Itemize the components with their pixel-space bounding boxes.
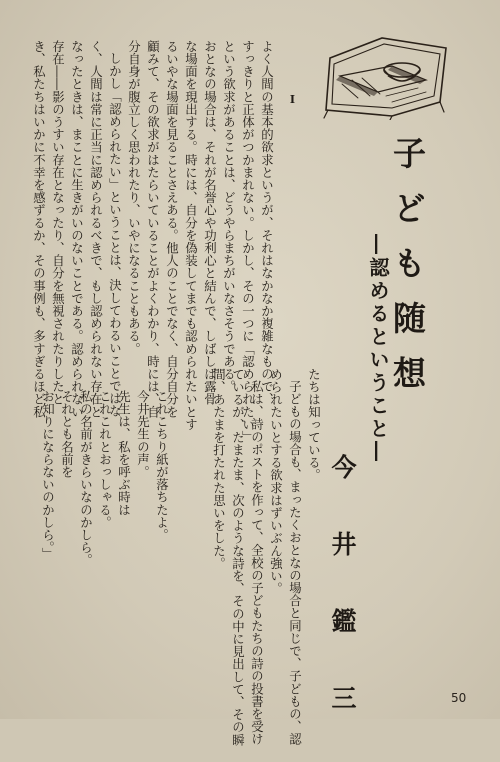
- text-column: 子どもの場合も、まったくおとなの場合と同じで、子どもの、認: [287, 380, 303, 746]
- text-column: るいやな場面を見ることさえある。他人のことでなく、自分自分を: [164, 40, 180, 418]
- poem-line: 私の名前がきらいなのかしら。: [78, 390, 94, 567]
- poem-line: それとも名前を: [59, 390, 75, 479]
- text-column: 私は、詩のポストを作って、全校の子どもたちの詩の投書を受け: [249, 380, 265, 746]
- poem-line: お知りにならないのかしら。」: [40, 390, 56, 561]
- text-column: く、人間は常に正当に認められるべきで、もし認められない存在と: [88, 40, 104, 418]
- author-name: 今井鑑三: [328, 454, 357, 762]
- text-column: しかし「認められたい」ということは、決してわるいことではな: [107, 52, 123, 418]
- poem-line: 先生は、私を呼ぶ時は: [116, 390, 132, 516]
- section-number: Ⅰ: [286, 93, 299, 106]
- article-subtitle: ―認めるということ―: [366, 234, 390, 464]
- text-column: な場面を現出する。時には、自分を偽装してまでも認められたいとす: [183, 40, 199, 431]
- text-column: ているが、たまたま、次のような詩を、その中に見出して、その瞬: [230, 368, 246, 746]
- text-column: よく人間の基本的欲求というが、それはなかなか複雑なもので、: [259, 40, 275, 406]
- page-number: 50: [451, 691, 467, 705]
- text-column: 分自身が腹立しく思われたり、いやになることもある。: [126, 40, 142, 355]
- text-column: という欲求があることは、どうやらまちがいなさそうである。: [221, 40, 237, 393]
- text-column: すっきりと正体がつかまれない。しかし、その一つに「認められたい」: [240, 40, 256, 444]
- poem-line: 今井先生の声。: [135, 390, 151, 479]
- text-column: 間、あたまを打たれた思いをした。: [211, 368, 227, 570]
- text-column: 存在――影のうすい存在となったり、自分を無視されたりしたと: [50, 40, 66, 406]
- poem-line: これこちり紙が落ちたよ。: [154, 390, 170, 542]
- bowl-sketch-illustration: [322, 30, 452, 120]
- text-column: なったときは、まことに生きがいのないことである。認められない: [69, 40, 85, 418]
- text-column: たちは知っている。: [306, 368, 322, 482]
- text-column: められたいとする欲求はずいぶん強い。: [268, 368, 284, 595]
- poem-line: これこれとおっしゃる。: [97, 390, 113, 529]
- article-title: 子ども随想: [388, 136, 427, 411]
- text-column: 顧みて、その欲求がはたらいていることがよくわかり、時には、自: [145, 40, 161, 418]
- text-column: おとなの場合は、それが名誉心や功利心と結んで、しばしば露骨: [202, 40, 218, 406]
- text-column: き、私たちはいかに不幸を感ずるか、その事例も、多すぎるほど私: [31, 40, 47, 418]
